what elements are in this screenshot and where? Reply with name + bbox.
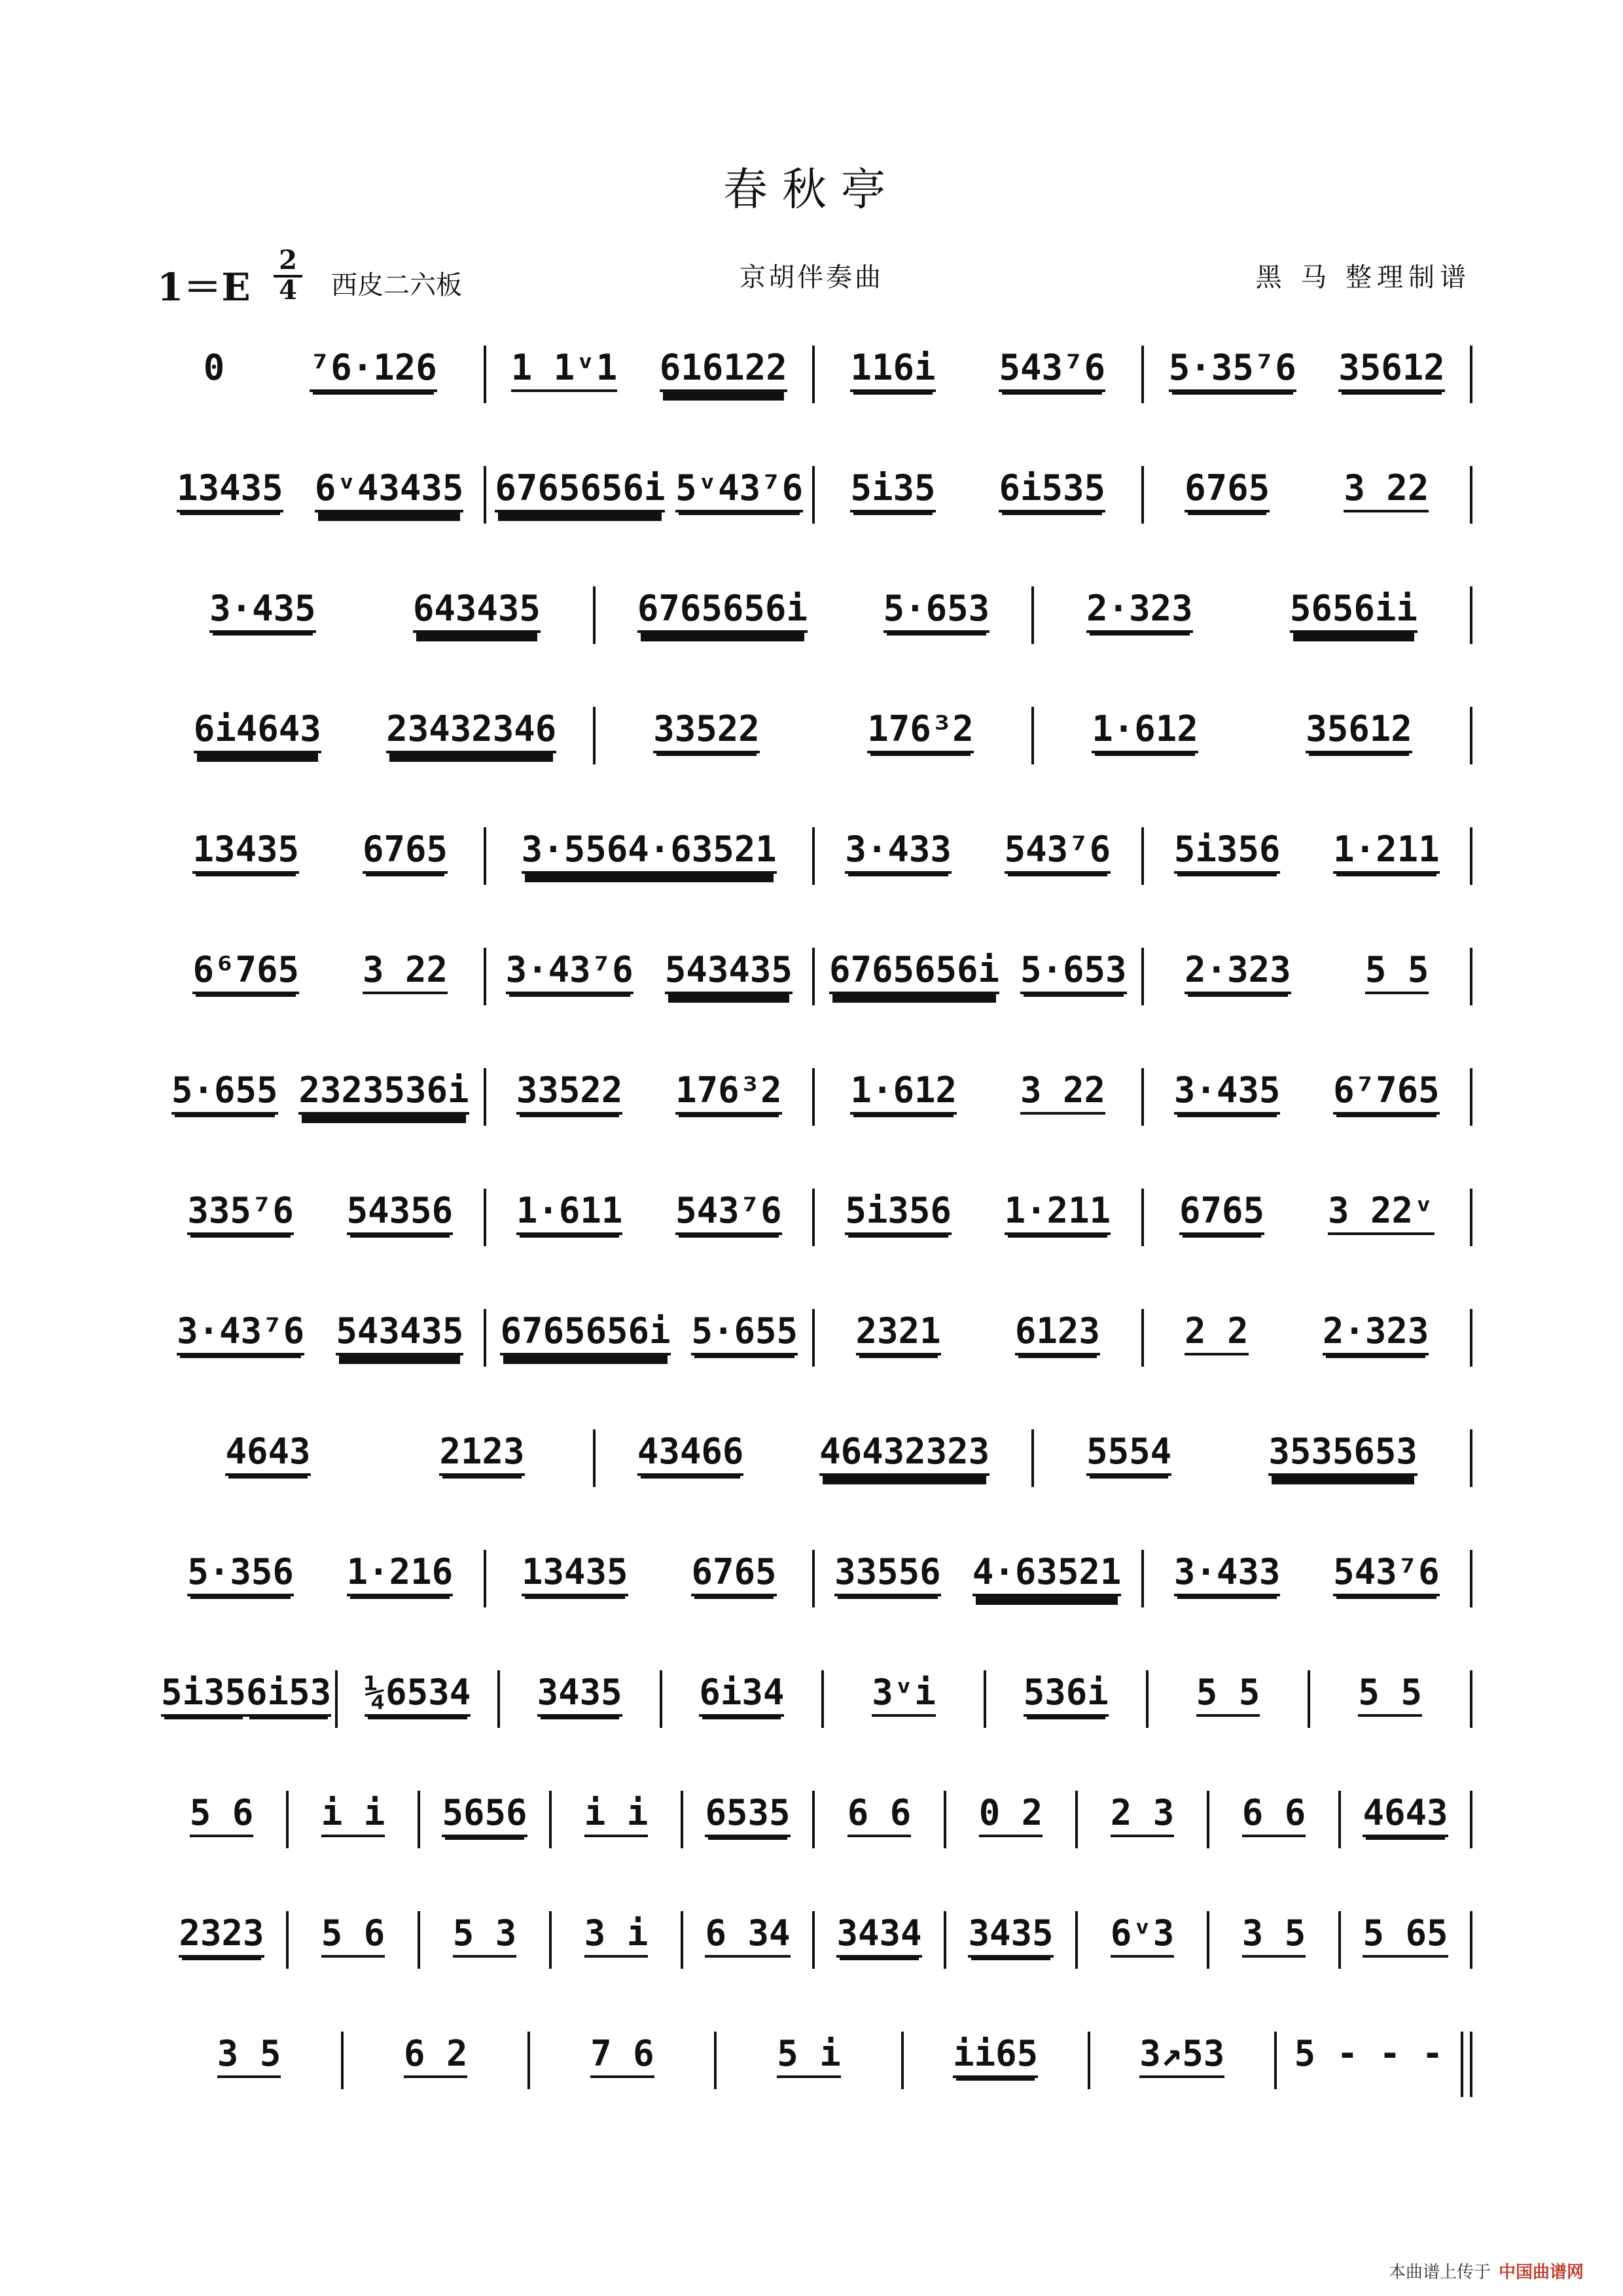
beat-group: i i xyxy=(321,1772,385,1837)
beat-group: 5 - - - xyxy=(1294,2033,1444,2074)
beat-group: 3435 xyxy=(537,1652,622,1717)
beat-group: 3434 xyxy=(836,1893,921,1958)
measure xyxy=(1144,1050,1471,1115)
measure xyxy=(157,1772,286,1837)
measure xyxy=(157,327,484,392)
beat-group: 6765656i xyxy=(829,929,999,994)
beat-group: 6765656i xyxy=(500,1291,670,1355)
measure xyxy=(157,1532,484,1596)
beat-group: 3435 xyxy=(968,1893,1053,1958)
measure xyxy=(1144,448,1471,512)
beat-group: 643435 xyxy=(413,568,541,633)
measure xyxy=(157,1170,484,1235)
beat-group: 5656 xyxy=(442,1772,527,1837)
measure xyxy=(289,1772,418,1837)
beat-group: 6765656i xyxy=(637,568,808,633)
measure xyxy=(1144,327,1471,392)
measure xyxy=(815,1772,944,1837)
measure xyxy=(157,809,484,874)
beat-group: 1·216 xyxy=(347,1532,454,1596)
measure xyxy=(815,929,1141,994)
score-body xyxy=(157,327,1472,2134)
beat-group: 3·433 xyxy=(845,809,952,874)
measure xyxy=(157,1050,484,1115)
beat-group: 5·653 xyxy=(883,568,990,633)
beat-group: 6i535 xyxy=(999,448,1105,512)
beat-group: 3·433 xyxy=(1174,1532,1281,1596)
measure xyxy=(157,929,484,994)
beat-group: 33522 xyxy=(516,1050,623,1115)
beat-group: 616122 xyxy=(660,327,787,392)
beat-group: 13435 xyxy=(522,1532,628,1596)
measure xyxy=(946,1893,1075,1958)
barline xyxy=(1470,1068,1472,1126)
beat-group: 543435 xyxy=(665,929,793,994)
barline xyxy=(1470,827,1472,885)
beat-group: 543⁷6 xyxy=(1005,809,1111,874)
measure xyxy=(1090,2013,1274,2078)
beat-group: 5 3 xyxy=(453,1893,517,1958)
measure xyxy=(486,809,813,874)
beat-group: 5i35 xyxy=(161,1652,246,1717)
measure xyxy=(946,1772,1075,1837)
beat-group: 6123 xyxy=(1015,1291,1100,1355)
beat-group: 5 5 xyxy=(1196,1652,1260,1717)
measure xyxy=(1310,1652,1470,1717)
measure xyxy=(815,1893,944,1958)
beat-group: 5ᵛ43⁷6 xyxy=(675,448,803,512)
score-line xyxy=(157,1652,1472,1772)
measure xyxy=(1034,1411,1470,1476)
measure xyxy=(662,1652,822,1717)
beat-group: 2323536i xyxy=(298,1050,469,1115)
measure xyxy=(344,2013,527,2078)
score-line xyxy=(157,1772,1472,1893)
beat-group: 1·211 xyxy=(1333,809,1440,874)
beat-group: 5i356 xyxy=(845,1170,952,1235)
beat-group: 3 22 xyxy=(1344,448,1429,512)
beat-group: 3·5564·63521 xyxy=(522,809,777,874)
measure xyxy=(1078,1893,1207,1958)
measure xyxy=(717,2013,901,2078)
beat-group: 1·612 xyxy=(850,1050,957,1115)
beat-group: 5 i xyxy=(777,2013,841,2078)
measure xyxy=(815,1532,1141,1596)
beat-group: 54356 xyxy=(347,1170,454,1235)
measure xyxy=(1034,689,1470,753)
measure xyxy=(486,1291,813,1355)
beat-group: 5·35⁷6 xyxy=(1169,327,1296,392)
beat-group: 6⁶765 xyxy=(192,929,299,994)
measure xyxy=(1277,2013,1461,2074)
score-line xyxy=(157,327,1472,448)
beat-group: 23432346 xyxy=(386,689,556,753)
measure xyxy=(1209,1772,1338,1837)
measure xyxy=(157,1893,286,1958)
beat-group: 2·323 xyxy=(1323,1291,1429,1355)
measure xyxy=(157,2013,341,2078)
beat-group: 2·323 xyxy=(1086,568,1193,633)
final-barline xyxy=(1461,2032,1463,2097)
score-line xyxy=(157,1411,1472,1532)
beat-group: 5i35 xyxy=(850,448,935,512)
beat-group: 4·63521 xyxy=(972,1532,1122,1596)
beat-group: 3·435 xyxy=(209,568,316,633)
measure xyxy=(1209,1893,1338,1958)
beat-group: 3·43⁷6 xyxy=(177,1291,304,1355)
measure xyxy=(552,1893,681,1958)
time-signature-top: 2 xyxy=(274,247,302,278)
beat-group: 5i356 xyxy=(1174,809,1281,874)
measure xyxy=(904,2013,1088,2078)
score-line xyxy=(157,929,1472,1050)
beat-group: 2 3 xyxy=(1111,1772,1175,1837)
beat-group: 1 1ᵛ1 xyxy=(511,327,618,392)
measure xyxy=(596,689,1031,753)
measure xyxy=(157,689,593,753)
measure xyxy=(683,1772,812,1837)
beat-group: 6i34 xyxy=(699,1652,784,1717)
barline xyxy=(1470,1309,1472,1367)
measure xyxy=(986,1652,1146,1717)
score-line xyxy=(157,1291,1472,1411)
style-label: 西皮二六板 xyxy=(331,270,462,300)
measure xyxy=(1144,809,1471,874)
beat-group: 46432323 xyxy=(819,1411,990,1476)
beat-group: 6 6 xyxy=(847,1772,912,1837)
beat-group: 3 i xyxy=(584,1893,649,1958)
measure xyxy=(815,1050,1141,1115)
beat-group: 3·43⁷6 xyxy=(506,929,633,994)
beat-group: 35612 xyxy=(1338,327,1445,392)
beat-group: ⁷6·126 xyxy=(310,327,437,392)
measure xyxy=(420,1772,549,1837)
barline xyxy=(1470,1670,1472,1728)
barline xyxy=(1470,586,1472,644)
score-line xyxy=(157,809,1472,929)
beat-group: ii65 xyxy=(953,2013,1038,2078)
beat-group: i i xyxy=(584,1772,649,1837)
beat-group: 7 6 xyxy=(590,2013,654,2078)
score-line xyxy=(157,568,1472,689)
measure xyxy=(1341,1772,1470,1837)
beat-group: 1·611 xyxy=(516,1170,623,1235)
beat-group: 5·655 xyxy=(691,1291,798,1355)
beat-group: 2·323 xyxy=(1185,929,1291,994)
score-line xyxy=(157,448,1472,568)
beat-group: 3 22ᵛ xyxy=(1328,1170,1435,1235)
beat-group: 2323 xyxy=(179,1893,264,1958)
measure xyxy=(1144,929,1471,994)
beat-group: 6i53 xyxy=(246,1652,331,1717)
beat-group: 543435 xyxy=(336,1291,463,1355)
beat-group: 2321 xyxy=(856,1291,941,1355)
beat-group: 6ᵛ3 xyxy=(1111,1893,1175,1958)
beat-group: 5·653 xyxy=(1020,929,1127,994)
measure xyxy=(596,568,1031,633)
beat-group: 543⁷6 xyxy=(1333,1532,1440,1596)
beat-group: 3ᵛi xyxy=(872,1652,936,1717)
measure xyxy=(486,1170,813,1235)
beat-group: 0 2 xyxy=(979,1772,1043,1837)
beat-group: 6765 xyxy=(1185,448,1270,512)
beat-group: 116i xyxy=(850,327,935,392)
measure xyxy=(157,568,593,633)
beat-group: 5554 xyxy=(1086,1411,1171,1476)
measure xyxy=(157,448,484,512)
barline xyxy=(1470,948,1472,1005)
beat-group: 3·435 xyxy=(1174,1050,1281,1115)
barline xyxy=(1470,1791,1472,1848)
beat-group: 5 5 xyxy=(1365,929,1429,994)
time-signature-bottom: 4 xyxy=(279,275,297,306)
measure xyxy=(824,1652,984,1717)
beat-group: 33522 xyxy=(653,689,760,753)
measure xyxy=(1149,1652,1308,1717)
measure xyxy=(596,1411,1031,1476)
measure xyxy=(338,1652,497,1717)
beat-group: 35612 xyxy=(1306,689,1412,753)
beat-group: 6ᵛ43435 xyxy=(315,448,464,512)
beat-group: 3 5 xyxy=(217,2013,281,2078)
beat-group: 3↗53 xyxy=(1139,2013,1224,2078)
beat-group: 6⁷765 xyxy=(1333,1050,1440,1115)
beat-group: 5 5 xyxy=(1358,1652,1422,1717)
score-line xyxy=(157,2013,1472,2134)
beat-group: 6765 xyxy=(691,1532,776,1596)
beat-group: 6i4643 xyxy=(194,689,321,753)
beat-group: 6765 xyxy=(363,809,448,874)
measure xyxy=(683,1893,812,1958)
measure xyxy=(157,1652,335,1717)
beat-group: 3 22 xyxy=(363,929,448,994)
beat-group: 6 6 xyxy=(1242,1772,1306,1837)
beat-group: 6535 xyxy=(705,1772,790,1837)
measure xyxy=(1144,1532,1471,1596)
measure xyxy=(815,327,1141,392)
beat-group: 0 xyxy=(203,347,225,388)
measure xyxy=(815,448,1141,512)
beat-group: 543⁷6 xyxy=(675,1170,782,1235)
footer-watermark xyxy=(1389,2259,1584,2283)
beat-group: 3 22 xyxy=(1020,1050,1105,1115)
beat-group: 4643 xyxy=(225,1411,310,1476)
measure xyxy=(486,1532,813,1596)
barline xyxy=(1470,346,1472,403)
beat-group: 5 65 xyxy=(1363,1893,1448,1958)
measure xyxy=(486,929,813,994)
beat-group: 1·612 xyxy=(1092,689,1198,753)
subtitle: 京胡伴奏曲 xyxy=(740,262,883,293)
beat-group: 5 6 xyxy=(190,1772,254,1837)
beat-group: 1·211 xyxy=(1005,1170,1111,1235)
measure xyxy=(815,1291,1141,1355)
measure xyxy=(1078,1772,1207,1837)
beat-group: 2 2 xyxy=(1185,1291,1249,1355)
measure xyxy=(157,1291,484,1355)
barline xyxy=(1470,1189,1472,1246)
measure xyxy=(486,448,813,512)
score-line xyxy=(157,1893,1472,2013)
beat-group: 543⁷6 xyxy=(999,327,1105,392)
score-line xyxy=(157,1170,1472,1291)
barline xyxy=(1470,1429,1472,1487)
beat-group: 33556 xyxy=(834,1532,941,1596)
beat-group: 6765 xyxy=(1179,1170,1264,1235)
measure xyxy=(815,809,1141,874)
beat-group: 5 6 xyxy=(321,1893,385,1958)
barline xyxy=(1470,1911,1472,1969)
arranger-credit: 黑 马 整理制谱 xyxy=(1255,262,1471,293)
barline xyxy=(1470,1550,1472,1607)
measure xyxy=(552,1772,681,1837)
beat-group: ¼6534 xyxy=(365,1652,471,1717)
measure xyxy=(486,327,813,392)
beat-group: 6 2 xyxy=(404,2013,468,2078)
beat-group: 5656ii xyxy=(1290,568,1418,633)
beat-group: 43466 xyxy=(637,1411,744,1476)
barline xyxy=(1470,707,1472,764)
footer-upload-text: 本曲谱上传于 xyxy=(1388,2263,1491,2282)
beat-group: 536i xyxy=(1024,1652,1109,1717)
page-title: 春秋亭 xyxy=(722,164,900,216)
beat-group: 5·655 xyxy=(171,1050,278,1115)
measure xyxy=(500,1652,660,1717)
beat-group: 5·356 xyxy=(187,1532,294,1596)
score-line xyxy=(157,1532,1472,1652)
beat-group: 176³2 xyxy=(675,1050,782,1115)
beat-group: 3 5 xyxy=(1242,1893,1306,1958)
measure xyxy=(815,1170,1141,1235)
measure xyxy=(1034,568,1470,633)
beat-group: 4643 xyxy=(1363,1772,1448,1837)
beat-group: 13435 xyxy=(177,448,283,512)
beat-group: 3535653 xyxy=(1268,1411,1418,1476)
beat-group: 176³2 xyxy=(867,689,974,753)
barline xyxy=(1470,466,1472,524)
score-line xyxy=(157,689,1472,809)
measure xyxy=(157,1411,593,1476)
measure xyxy=(530,2013,714,2078)
beat-group: 2123 xyxy=(439,1411,524,1476)
measure xyxy=(1144,1170,1471,1235)
score-line xyxy=(157,1050,1472,1170)
measure xyxy=(420,1893,549,1958)
beat-group: 6 34 xyxy=(705,1893,790,1958)
key-signature: 1＝E xyxy=(157,265,251,310)
measure xyxy=(289,1893,418,1958)
beat-group: 335⁷6 xyxy=(187,1170,294,1235)
measure xyxy=(1144,1291,1471,1355)
beat-group: 13435 xyxy=(192,809,299,874)
measure xyxy=(486,1050,813,1115)
footer-site-logo: 中国曲谱网 xyxy=(1498,2263,1584,2282)
beat-group: 6765656i xyxy=(495,448,665,512)
measure xyxy=(1341,1893,1470,1958)
